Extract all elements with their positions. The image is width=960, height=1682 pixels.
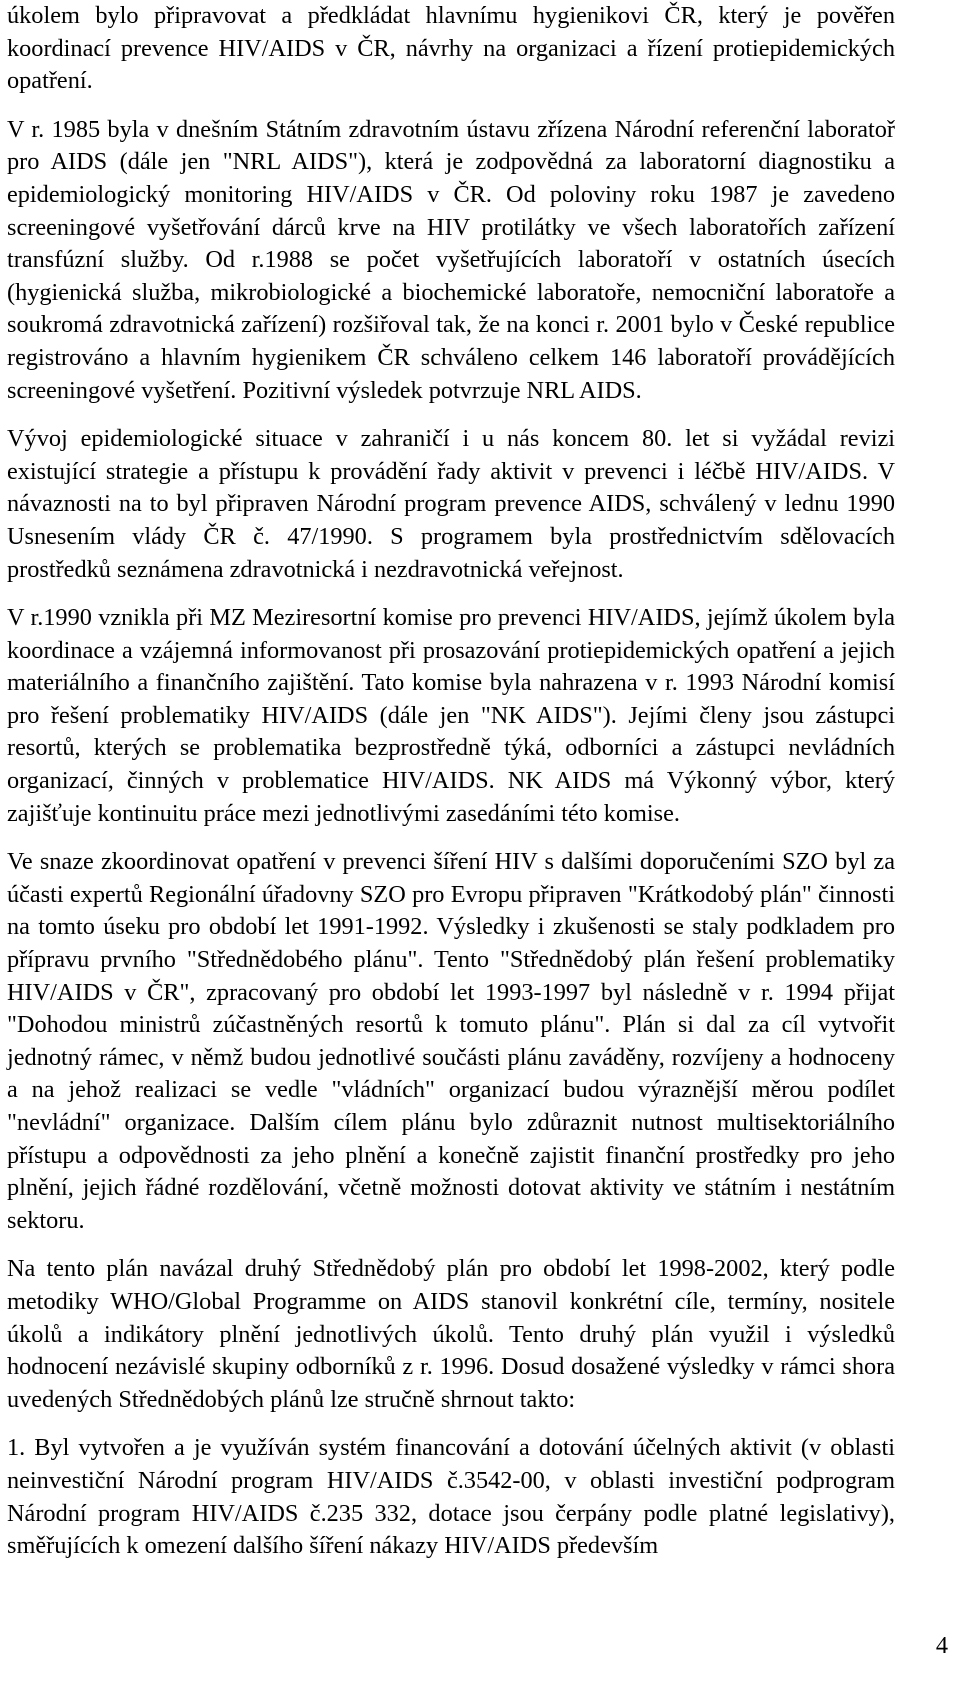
paragraph-short-term-plan: Ve snaze zkoordinovat opatření v prevenci šíření HIV s dalšími doporučeními SZO byl za účasti expertů Regionální úřadovny SZO pro Evropu připraven "Krátkodobý plán" činnosti na tomto úseku pro období let 1991-1992. Výsledky i zkušenosti se staly podkladem pro přípravu prvního "Střednědobého plánu". Tento "Střednědobý plán řešení problematiky HIV/AIDS v ČR", zpracovaný pro období let 1993-1997 byl následně v r. 1994 přijat "Dohodou ministrů zúčastněných resortů k tomuto plánu". Plán si dal za cíl vytvořit jednotný rámec, v němž budou jednotlivé součásti plánu zaváděny, rozvíjeny a hodnoceny a na jehož realizaci se vedle "vládních" organizací budou výraznější měrou podílet "nevládní" organizace. Dalším cílem plánu bylo zdůraznit nutnost multisektoriálního přístupu a odpovědnosti za jeho plnění a konečně zajistit finanční prostředky pro jeho plnění, jejich řádné rozdělování, včetně možnosti dotovat aktivity ve státním i nestátním sektoru.: [7, 848, 895, 1234]
paragraph-interministerial-commission: V r.1990 vznikla při MZ Meziresortní komise pro prevenci HIV/AIDS, jejímž úkolem byla koordinace a vzájemná informovanost při prosazování protiepidemických opatření a jejich materiálního a finančního zajištění. Tato komise byla nahrazena v r. 1993 Národní komisí pro řešení problematiky HIV/AIDS (dále jen "NK AIDS"). Jejími členy jsou zástupci resortů, kterých se problematika bezprostředně týká, odborníci a zástupci nevládních organizací, činných v problematice HIV/AIDS. NK AIDS má Výkonný výbor, který zajišťuje kontinuitu práce mezi jednotlivými zasedáními této komise.: [7, 604, 895, 827]
page-number: 4: [935, 1632, 948, 1659]
paragraph-list-item-1: 1. Byl vytvořen a je využíván systém financování a dotování účelných aktivit (v oblasti neinvestiční Národní program HIV/AIDS č.3542-00, v oblasti investiční podprogram Národní program HIV/AIDS č.235 332, dotace jsou čerpány podle platné legislativy), směřujících k omezení dalšího šíření nákazy HIV/AIDS především: [7, 1434, 895, 1560]
paragraph-national-program-1990: Vývoj epidemiologické situace v zahraničí i u nás koncem 80. let si vyžádal revizi existující strategie a přístupu k provádění řady aktivit v prevenci i léčbě HIV/AIDS. V návaznosti na to byl připraven Národní program prevence AIDS, schválený v lednu 1990 Usnesením vlády ČR č. 47/1990. S programem byla prostřednictvím sdělovacích prostředků seznámena zdravotnická i nezdravotnická veřejnost.: [7, 425, 895, 583]
paragraph-intro-continuation: úkolem bylo připravovat a předkládat hlavnímu hygienikovi ČR, který je pověřen koordinací prevence HIV/AIDS v ČR, návrhy na organizaci a řízení protiepidemických opatření.: [7, 2, 895, 95]
paragraph-second-midterm-plan: Na tento plán navázal druhý Střednědobý plán pro období let 1998-2002, který podle metodiky WHO/Global Programme on AIDS stanovil konkrétní cíle, termíny, nositele úkolů a indikátory plnění jednotlivých úkolů. Tento druhý plán využil i výsledků hodnocení nezávislé skupiny odborníků z r. 1996. Dosud dosažené výsledky v rámci shora uvedených Střednědobých plánů lze stručně shrnout takto:: [7, 1255, 895, 1413]
document-page: [7, 0, 895, 1579]
paragraph-nrl-aids: V r. 1985 byla v dnešním Státním zdravotním ústavu zřízena Národní referenční laboratoř pro AIDS (dále jen "NRL AIDS"), která je zodpovědná za laboratorní diagnostiku a epidemiologický monitoring HIV/AIDS v ČR. Od poloviny roku 1987 je zavedeno screeningové vyšetřování dárců krve na HIV protilátky ve všech laboratořích zařízení transfúzní služby. Od r.1988 se počet vyšetřujících laboratoří v ostatních úsecích (hygienická služba, mikrobiologické a biochemické laboratoře, nemocniční laboratoře a soukromá zdravotnická zařízení) rozšiřoval tak, že na konci r. 2001 bylo v České republice registrováno a hlavním hygienikem ČR schváleno celkem 146 laboratoří provádějících screeningové vyšetření. Pozitivní výsledek potvrzuje NRL AIDS.: [7, 115, 895, 404]
